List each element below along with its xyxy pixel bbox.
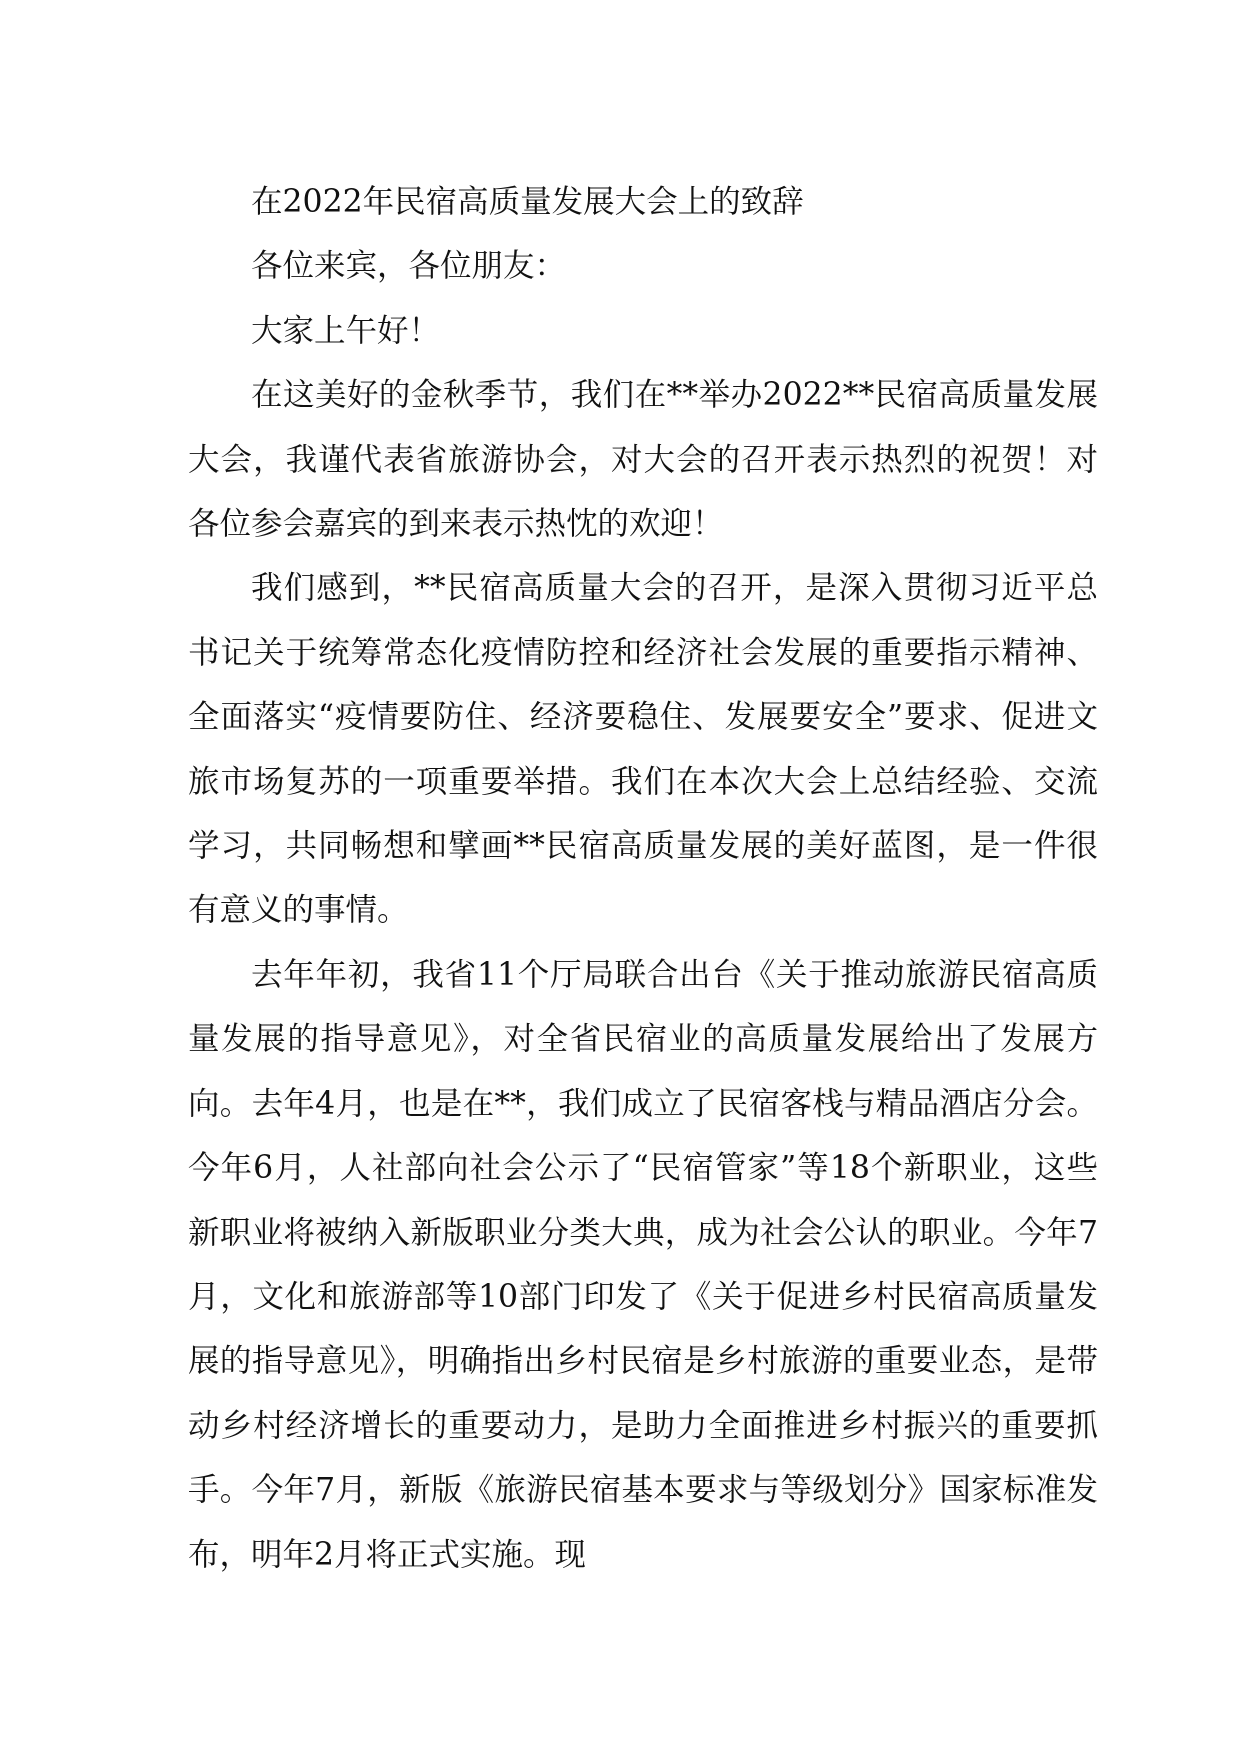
salutation: 各位来宾，各位朋友： — [251, 248, 567, 285]
greeting: 大家上午好！ — [251, 312, 441, 349]
paragraph-policy-background: 去年年初，我省11个厅局联合出台《关于推动旅游民宿高质量发展的指导意见》，对全省民宿业的高质量发展给出了发展方向。去年4月，也是在**，我们成立了民宿客栈与精品酒店分会。今年6月，人社部向社会公示了“民宿管家”等18个新职业，这些新职业将被纳入新版职业分类大典，成为社会公认的职业。今年7月，文化和旅游部等10部门印发了《关于促进乡村民宿高质量发展的指导意见》，明确指出乡村民宿是乡村旅游的重要业态，是带动乡村经济增长的重要动力，是助力全面推进乡村振兴的重要抓手。今年7月，新版《旅游民宿基本要求与等级划分》国家标准发布，明年2月将正式实施。现 — [188, 956, 1098, 1573]
document-body — [188, 170, 1098, 1587]
paragraph-significance: 我们感到，**民宿高质量大会的召开，是深入贯彻习近平总书记关于统筹常态化疫情防控和经济社会发展的重要指示精神、全面落实“疫情要防住、经济要稳住、发展要安全”要求、促进文旅市场复苏的一项重要举措。我们在本次大会上总结经验、交流学习，共同畅想和擘画**民宿高质量发展的美好蓝图，是一件很有意义的事情。 — [188, 570, 1098, 929]
paragraph-opening: 在这美好的金秋季节，我们在**举办2022**民宿高质量发展大会，我谨代表省旅游协会，对大会的召开表示热烈的祝贺！对各位参会嘉宾的到来表示热忱的欢迎！ — [188, 377, 1098, 543]
speech-title: 在2022年民宿高质量发展大会上的致辞 — [251, 184, 804, 220]
